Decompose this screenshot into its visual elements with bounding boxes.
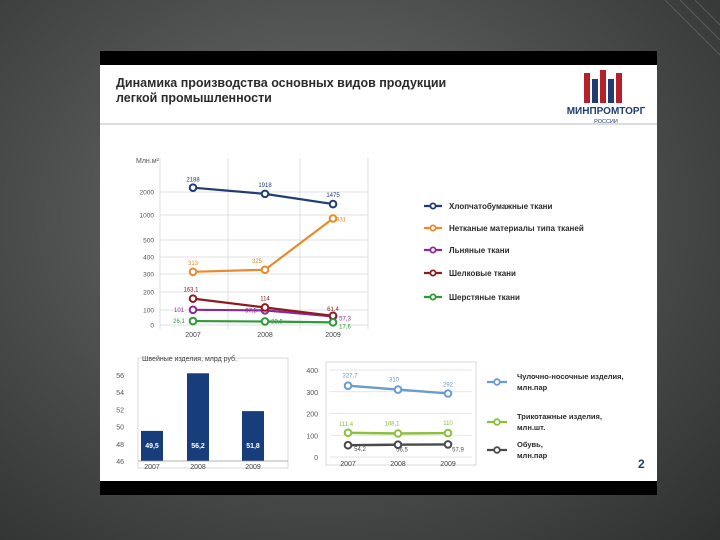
data-label: 97,5	[245, 308, 257, 315]
data-point	[190, 307, 197, 314]
x-tick-label: 2007	[185, 332, 201, 339]
data-label: 310	[388, 377, 400, 384]
data-point	[445, 390, 452, 397]
y-tick-label: 0	[314, 455, 318, 462]
y-tick-label: 300	[143, 271, 154, 279]
x-tick-label: 2008	[257, 332, 273, 339]
data-label: 1475	[326, 193, 340, 200]
data-point	[345, 442, 352, 449]
data-point	[190, 184, 197, 191]
logo-text: МИНПРОМТОРГ	[566, 106, 646, 117]
bar-value-label: 51,8	[246, 443, 260, 450]
y-tick-label: 0	[150, 322, 154, 330]
data-point	[445, 430, 452, 437]
data-label: 17,6	[339, 324, 351, 331]
legend-marker	[430, 247, 435, 252]
legend-marker	[494, 379, 500, 385]
data-label: 2188	[186, 177, 200, 184]
data-label: 325	[251, 258, 263, 265]
data-label: 114	[260, 296, 270, 303]
y-tick-label: 500	[143, 237, 154, 245]
y-tick-label: 100	[306, 433, 318, 441]
legend-label: Обувь, млн.пар	[517, 440, 548, 460]
fabrics-line-chart	[136, 158, 584, 339]
data-point	[395, 430, 402, 437]
data-label: 327,7	[342, 373, 358, 380]
legend-label: Хлопчатобумажные ткани	[449, 202, 553, 211]
legend-marker	[430, 294, 435, 299]
data-label: 23,5	[271, 319, 283, 326]
slide	[100, 51, 657, 495]
x-tick-label: 2007	[340, 461, 356, 468]
y-tick-label: 54	[116, 390, 124, 398]
legend-label: Нетканые материалы типа тканей	[449, 224, 584, 233]
bar-value-label: 49,5	[145, 443, 159, 450]
legend-marker	[494, 419, 500, 425]
hosiery-line-chart	[306, 362, 623, 468]
data-point	[262, 266, 269, 273]
data-point	[190, 318, 197, 325]
legend-label: Трикотажные изделия, млн.шт.	[517, 412, 602, 432]
data-point	[345, 429, 352, 436]
y-tick-label: 400	[306, 368, 318, 375]
data-point	[445, 441, 452, 448]
data-label: 101	[173, 307, 185, 314]
slide-content	[100, 65, 657, 481]
data-label: 108,1	[384, 421, 400, 428]
data-label: 1918	[258, 182, 272, 189]
y-tick-label: 52	[116, 407, 124, 415]
bar-chart-title: Швейные изделия, млрд руб.	[142, 356, 237, 363]
data-point	[345, 382, 352, 389]
data-label: 313	[187, 260, 199, 267]
legend-marker	[430, 225, 435, 230]
x-tick-label: 2009	[325, 332, 341, 339]
y-tick-label: 48	[116, 441, 124, 449]
y-tick-label: 50	[116, 424, 124, 432]
bar-value-label: 56,2	[191, 443, 205, 450]
data-label: 931	[335, 217, 347, 224]
title-line-2: легкой промышленности	[116, 91, 272, 105]
x-tick-label: 2007	[144, 464, 160, 471]
data-label: 110	[443, 421, 453, 428]
garments-bar-chart	[116, 355, 288, 471]
data-point	[330, 201, 337, 208]
x-tick-label: 2008	[190, 464, 206, 471]
data-label: 57,9	[452, 447, 464, 454]
legend-label: Льняные ткани	[449, 246, 510, 255]
bar	[242, 411, 264, 461]
y-tick-label: 300	[306, 389, 318, 397]
data-label: 54,2	[354, 447, 366, 454]
legend-marker	[430, 203, 435, 208]
legend-label: Чулочно-носочные изделия, млн.пар	[517, 372, 624, 392]
data-label: 111,4	[338, 421, 354, 428]
data-point	[262, 304, 269, 311]
y-tick-label: 200	[306, 411, 318, 419]
data-point	[190, 295, 197, 302]
x-tick-label: 2009	[245, 464, 261, 471]
data-label: 292	[442, 382, 454, 389]
series-line	[193, 218, 333, 271]
data-label: 163,1	[183, 287, 199, 294]
data-point	[330, 319, 337, 326]
y-tick-label: 56	[116, 373, 124, 380]
data-point	[395, 386, 402, 393]
legend-label: Шелковые ткани	[449, 269, 516, 278]
x-tick-label: 2008	[390, 461, 406, 468]
data-label: 26,1	[173, 319, 185, 326]
y-tick-label: 1000	[139, 212, 154, 220]
legend-marker	[494, 447, 500, 453]
y-tick-label: 46	[116, 459, 124, 466]
data-point	[262, 318, 269, 325]
data-point	[190, 268, 197, 275]
data-point	[262, 191, 269, 198]
data-label: 61,4	[327, 306, 339, 313]
y-tick-label: 400	[143, 254, 154, 262]
data-label: 56,5	[396, 447, 408, 454]
title-line-1: Динамика производства основных видов продукции	[116, 76, 447, 90]
charts-canvas	[100, 65, 657, 481]
y-tick-label: 2000	[139, 189, 154, 197]
legend-label: Шерстяные ткани	[449, 293, 520, 302]
y-tick-label: 200	[143, 289, 154, 297]
x-tick-label: 2009	[440, 461, 456, 468]
y-axis-label: Млн.м²	[136, 158, 159, 165]
y-tick-label: 100	[143, 307, 154, 315]
corner-decoration	[660, 0, 720, 60]
data-label: 57,3	[339, 316, 351, 323]
legend-marker	[430, 270, 435, 275]
page-number: 2	[638, 457, 645, 471]
logo-subtext: РОССИИ	[594, 119, 618, 125]
